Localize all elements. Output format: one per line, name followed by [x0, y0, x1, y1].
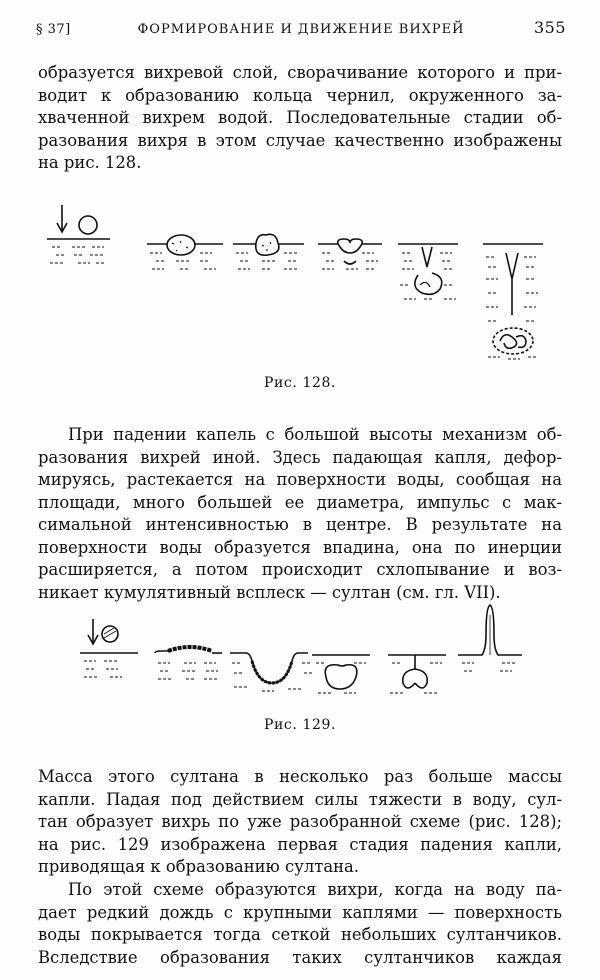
text-line: При падении капель с большой высоты механизм об-: [68, 425, 562, 444]
text-line: дает редкий дождь с крупными каплями — поверхность: [38, 902, 562, 922]
drop-blob: [167, 235, 195, 255]
text-line: мируясь, растекается на поверхности воды, сообщая на: [38, 470, 562, 489]
text-line: воды покрывается тогда сеткой небольших султанчиков.: [38, 925, 562, 944]
text-line: площади, много большей ее диаметра, импульс с мак-: [38, 492, 562, 512]
figure-128: [0, 195, 600, 391]
text-line: расширяется, а потом происходит схлопывание и воз-: [38, 560, 562, 579]
text-line: разования вихря в этом случае качественно изображены: [38, 130, 562, 150]
figure-129: [0, 605, 600, 733]
paragraph-4: [38, 879, 562, 969]
stage-4-mushroom: [318, 239, 382, 269]
figure-129-caption: Рис. 129.: [263, 717, 337, 733]
header-section: § 37]: [36, 22, 71, 37]
text-line: симальной интенсивностью в центре. В результате на: [38, 515, 562, 534]
figure-128-drawing: [0, 195, 600, 375]
stage-1-falling-drop: [80, 619, 138, 677]
vortex-ring-outline: [493, 328, 533, 354]
stage-3-cavity: [230, 653, 312, 691]
stage-5-vortex-ring-forming: [398, 244, 458, 299]
drop-blob: [256, 234, 279, 255]
ring-core-left: [500, 335, 517, 349]
figure-128-caption: Рис. 128.: [263, 375, 337, 391]
text-line: разования вихрей иной. Здесь падающая капля, дефор-: [38, 447, 562, 467]
running-header: [36, 18, 566, 40]
text-line: хваченной вихрем водой. Последовательные стадии об-: [38, 108, 562, 127]
stage-4-collapse: [312, 655, 370, 693]
text-line: поверхности воды образуется впадина, она по инерции: [38, 537, 562, 557]
text-line: на рис. 128.: [38, 153, 142, 172]
stem-v: [506, 253, 518, 279]
stage-2-drop-spreading: [155, 647, 222, 679]
text-line: Масса этого султана в несколько раз больше массы: [38, 767, 562, 786]
text-line: водит к образованию кольца чернил, окруженного за-: [38, 85, 562, 105]
page-number: 355: [533, 18, 566, 37]
ring-curl: [344, 261, 356, 264]
mushroom-shape: [338, 239, 363, 253]
stage-5-jet-start: [388, 655, 446, 693]
text-line: По этой схеме образуются вихри, когда на воду па-: [68, 880, 562, 899]
stage-3-drop-entering: [233, 234, 304, 269]
ring-core-right: [516, 336, 526, 348]
collapsing-cavity: [325, 665, 357, 689]
stage-2-drop-at-surface: [147, 235, 223, 269]
water-surface-left: [155, 651, 169, 653]
text-line: образуется вихревой слой, сворачивание которого и при-: [38, 63, 562, 82]
jet-loop-right: [415, 669, 427, 688]
stage-6-vortex-ring-detached: [483, 244, 543, 359]
paragraph-2: [38, 424, 562, 604]
header-title: ФОРМИРОВАНИЕ И ДВИЖЕНИЕ ВИХРЕЙ: [137, 22, 465, 37]
paragraph-1: [38, 62, 562, 175]
jet-loop-left: [403, 669, 415, 688]
figure-129-drawing: [0, 605, 600, 705]
spread-film: [168, 647, 212, 651]
text-line: на рис. 129 изображена первая стадия падения капли,: [38, 834, 562, 854]
paragraph-3: [38, 766, 562, 879]
text-line: приводящая к образованию султана.: [38, 857, 360, 876]
text-line: капли. Падая под действием силы тяжести в воду, сул-: [38, 789, 562, 809]
text-line: тан образует вихрь по уже разобранной схеме (рис. 128);: [38, 812, 562, 831]
stem-v: [422, 247, 432, 267]
stage-6-cumulative-jet: [458, 605, 522, 671]
text-line: никает кумулятивный всплеск — султан (см. гл. VII).: [38, 582, 501, 602]
cavity-outline: [230, 653, 308, 683]
text-line: Вследствие образования таких султанчиков каждая: [38, 947, 562, 967]
stage-1-falling-drop: [47, 205, 110, 263]
drop-circle: [79, 216, 97, 234]
